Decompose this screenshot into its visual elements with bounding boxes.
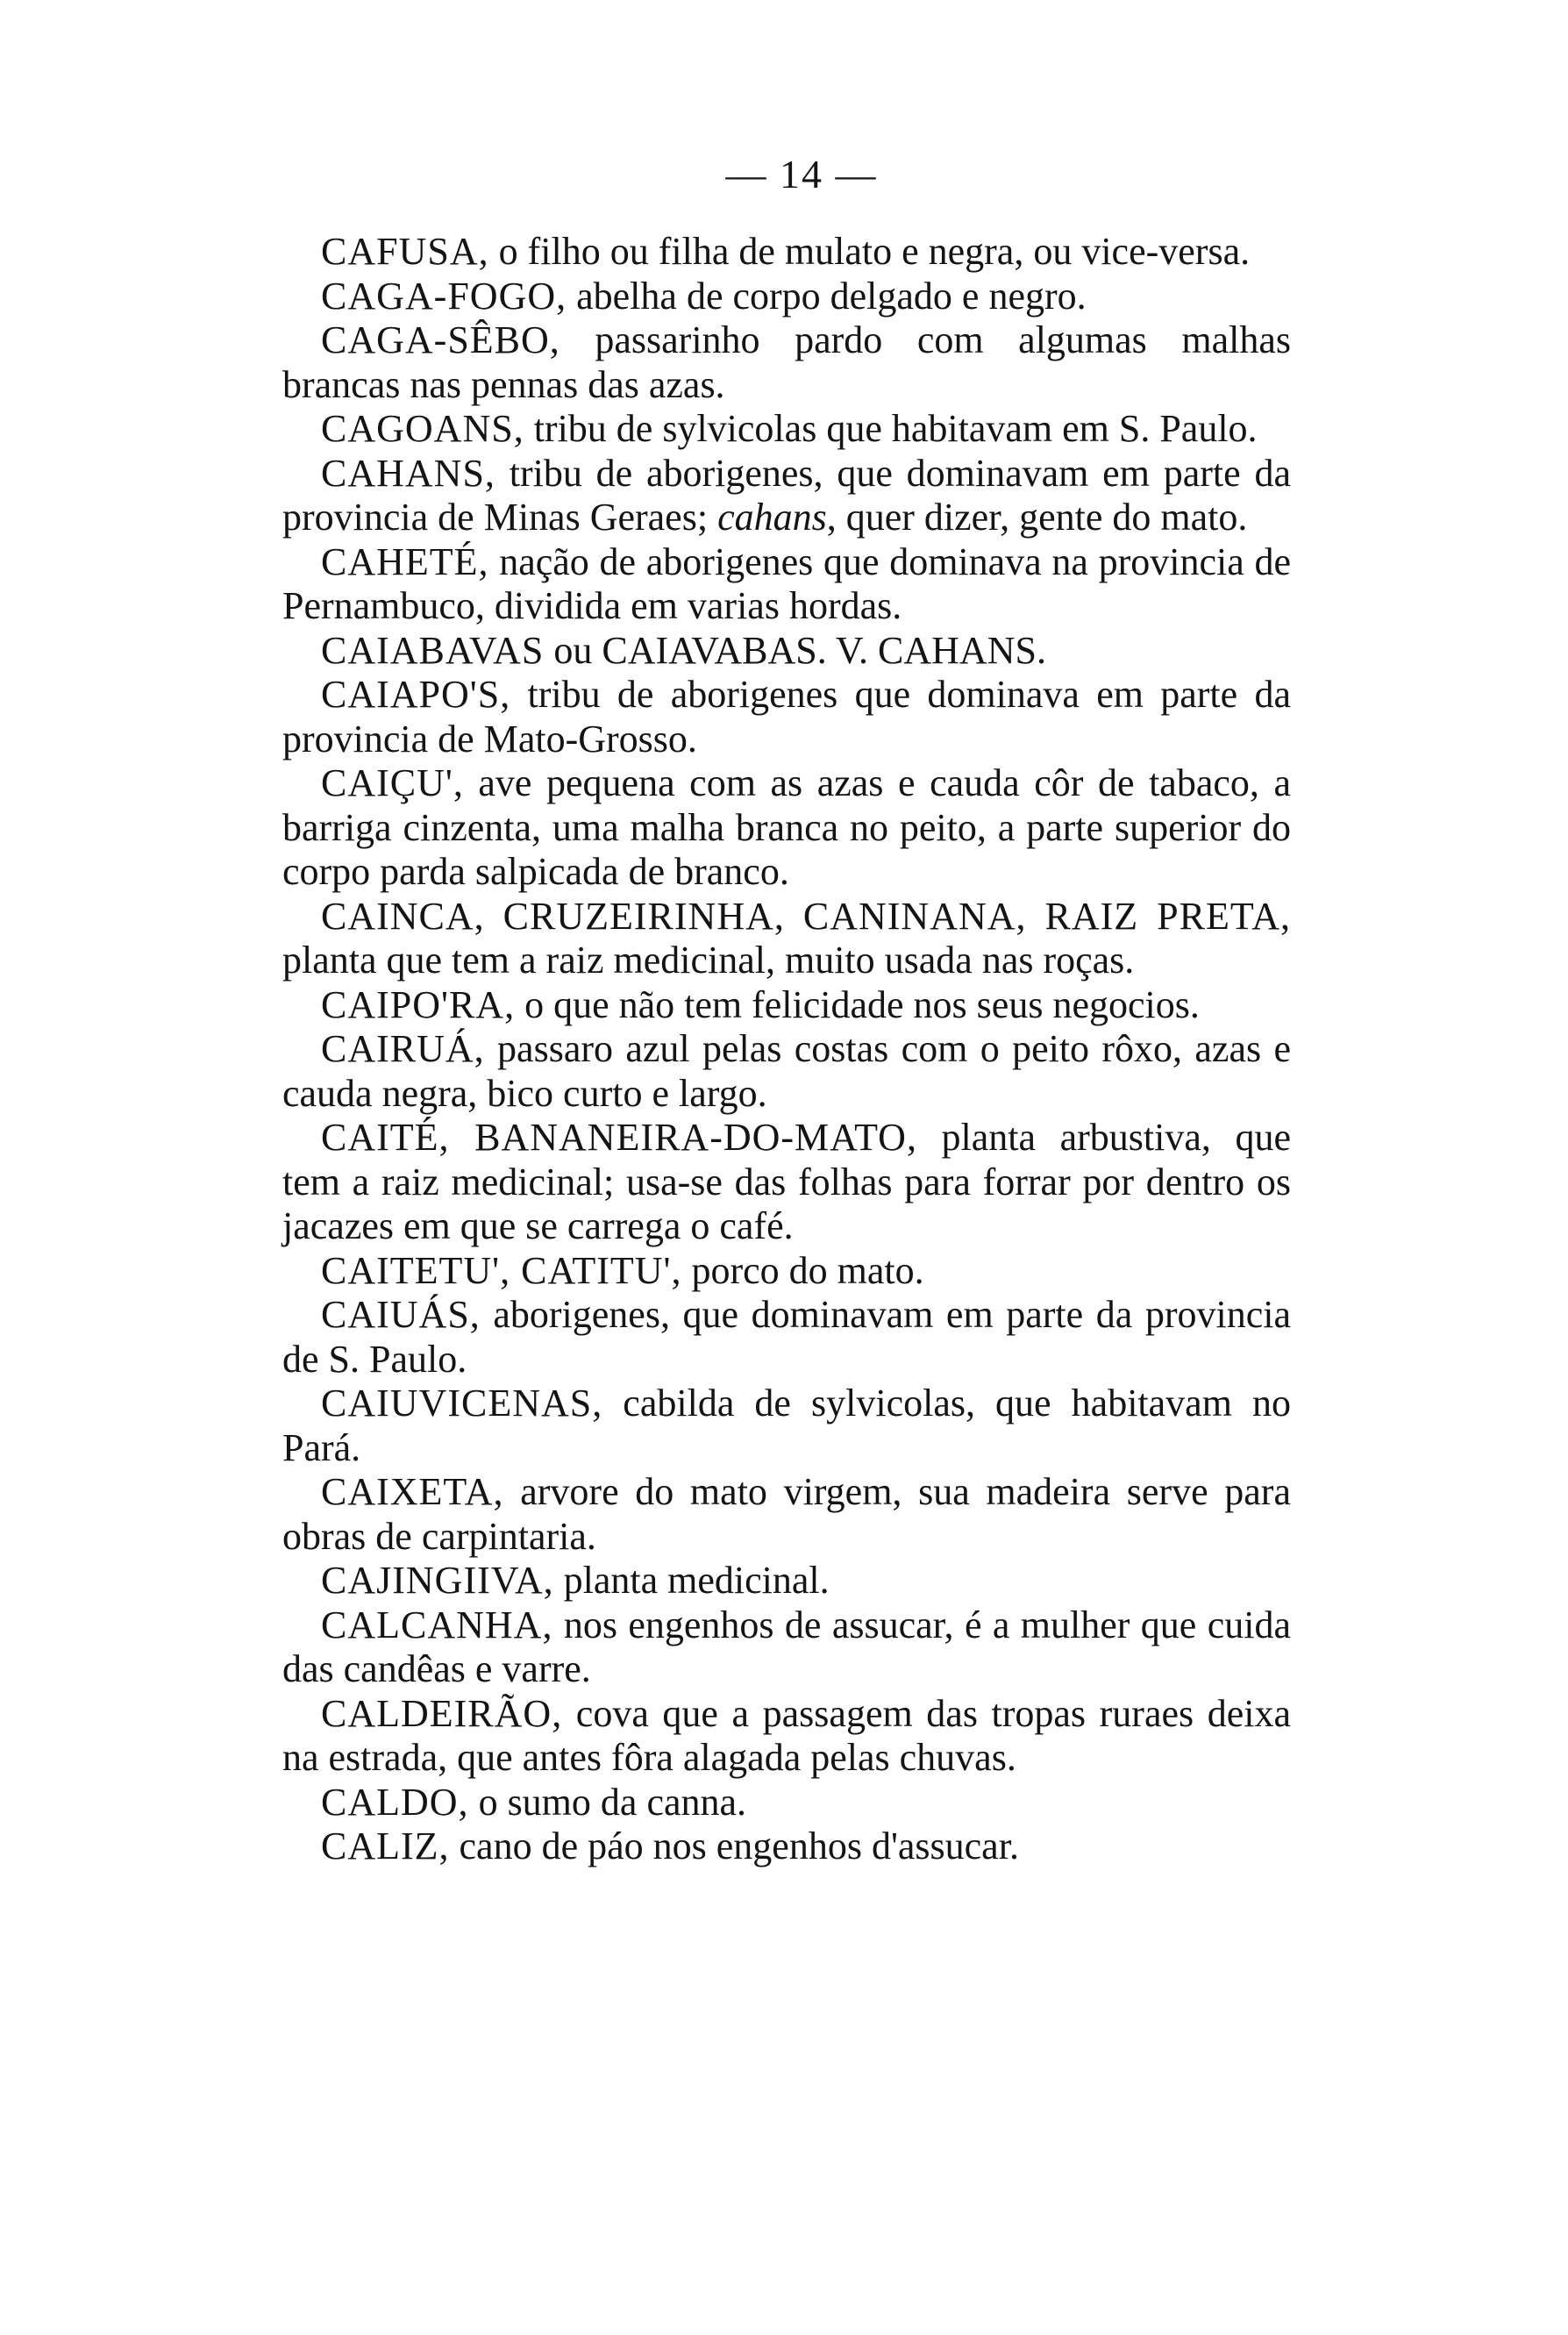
entry-definition: passarinho pardo com algumas malhas brancas nas pennas das azas. (282, 318, 1291, 406)
entry-cahete (282, 540, 1291, 629)
entry-caiabavas (282, 629, 1291, 674)
entry-headword: CALDO, (321, 1780, 469, 1824)
entry-definition: aborigenes, que dominavam em parte da provincia de S. Paulo. (282, 1293, 1291, 1381)
entry-caitetu (282, 1249, 1291, 1294)
entry-definition: ave pequena com as azas e cauda côr de tabaco, a barriga cinzenta, uma malha branca no peito, a parte superior do corpo parda salpicada de branco. (282, 761, 1291, 893)
entry-caga-sebo (282, 318, 1291, 407)
entry-headword: CAINCA, CRUZEIRINHA, CANINANA, RAIZ PRETA, (321, 894, 1291, 938)
entry-headword: CALIZ, (321, 1824, 450, 1867)
entry-headword: CAITETU', CATITU', (321, 1248, 682, 1292)
entry-definition: nação de aborigenes que dominava na provincia de Pernambuco, dividida em varias hordas. (282, 539, 1291, 627)
entry-definition: cabilda de sylvicolas, que habitavam no Pará. (282, 1382, 1291, 1469)
entry-headword: CAIPO'RA, (321, 982, 516, 1026)
entry-headword: CALCANHA, (321, 1603, 553, 1646)
entry-cainca (282, 895, 1291, 983)
entry-definition: planta arbustiva, que tem a raiz medicinal; usa-se das folhas para forrar por dentro os jacazes em que se carrega o café. (282, 1116, 1291, 1247)
entry-italic-term: cahans (717, 496, 827, 539)
entry-definition: o filho ou filha de mulato e negra, ou vice-versa. (488, 230, 1251, 273)
entry-headword: CAGOANS, (321, 407, 524, 450)
entry-definition: tribu de sylvicolas que habitavam em S. Paulo. (524, 407, 1258, 450)
entry-headword: CAHETÉ, (321, 539, 489, 583)
entry-definition: cano de páo nos engenhos d'assucar. (449, 1824, 1019, 1867)
entry-definition: nos engenhos de assucar, é a mulher que cuida das candêas e varre. (282, 1603, 1291, 1690)
entry-headword: CAGA-FOGO, (321, 274, 567, 318)
entry-headword: CAITÉ, BANANEIRA-DO-MATO, (321, 1116, 917, 1159)
entry-definition: planta que tem a raiz medicinal, muito usada nas roças. (282, 939, 1135, 982)
entry-cagoans (282, 407, 1291, 452)
entry-cairua (282, 1027, 1291, 1116)
entry-headword: CAIÇU', (321, 761, 464, 804)
entry-caiapos (282, 673, 1291, 761)
entry-definition: cova que a passagem das tropas ruraes deixa na estrada, que antes fôra alagada pelas chuvas. (282, 1691, 1291, 1779)
entry-headword: CAGA-SÊBO, (321, 318, 560, 361)
entry-caldo (282, 1781, 1291, 1825)
entry-definition: o que não tem felicidade nos seus negocios. (515, 982, 1200, 1026)
entry-definition: o sumo da canna. (468, 1780, 747, 1824)
entry-caixeta (282, 1470, 1291, 1559)
entry-caldeirao (282, 1692, 1291, 1781)
entry-headword: CAIUÁS, (321, 1293, 481, 1336)
page-number: — 14 — (725, 152, 878, 196)
entry-definition: tribu de aborigenes que dominava em parte da provincia de Mato-Grosso. (282, 673, 1291, 760)
entry-caliz (282, 1824, 1291, 1869)
entry-headword: CAJINGIIVA, (321, 1559, 554, 1602)
entry-calcanha (282, 1603, 1291, 1692)
entry-definition: passaro azul pelas costas com o peito rôxo, azas e cauda negra, bico curto e largo. (282, 1027, 1291, 1115)
entry-caite (282, 1116, 1291, 1249)
entry-caiuvicenas (282, 1382, 1291, 1470)
entry-definition: arvore do mato virgem, sua madeira serve para obras de carpintaria. (282, 1470, 1291, 1558)
entry-definition: planta medicinal. (553, 1559, 830, 1602)
entry-headword: CALDEIRÃO, (321, 1691, 563, 1735)
entry-definition: abelha de corpo delgado e negro. (567, 274, 1087, 318)
entry-caiuas (282, 1293, 1291, 1382)
entry-definition: porco do mato. (681, 1248, 924, 1292)
entry-cafusa (282, 230, 1291, 275)
entry-definition: tribu de aborigenes, que dominavam em parte da provincia de Minas Geraes; (282, 451, 1291, 539)
entry-headword: CAIAPO'S, (321, 673, 511, 716)
entry-headword: CAIXETA, (321, 1470, 504, 1513)
entry-headword: CAFUSA, (321, 230, 489, 273)
entry-headword: CAHANS, (321, 451, 495, 495)
entry-cahans (282, 452, 1291, 540)
dictionary-entries (282, 230, 1291, 1869)
entry-cajingiiva (282, 1559, 1291, 1603)
entry-definition: ou CAIAVABAS. V. CAHANS. (544, 628, 1046, 672)
entry-caicu (282, 761, 1291, 895)
entry-caga-fogo (282, 275, 1291, 319)
entry-headword: CAIABAVAS (321, 628, 545, 672)
entry-headword: CAIRUÁ, (321, 1027, 485, 1070)
entry-caipora (282, 983, 1291, 1028)
entry-headword: CAIUVICENAS, (321, 1382, 603, 1425)
entry-definition-continued: , quer dizer, gente do mato. (826, 496, 1248, 539)
